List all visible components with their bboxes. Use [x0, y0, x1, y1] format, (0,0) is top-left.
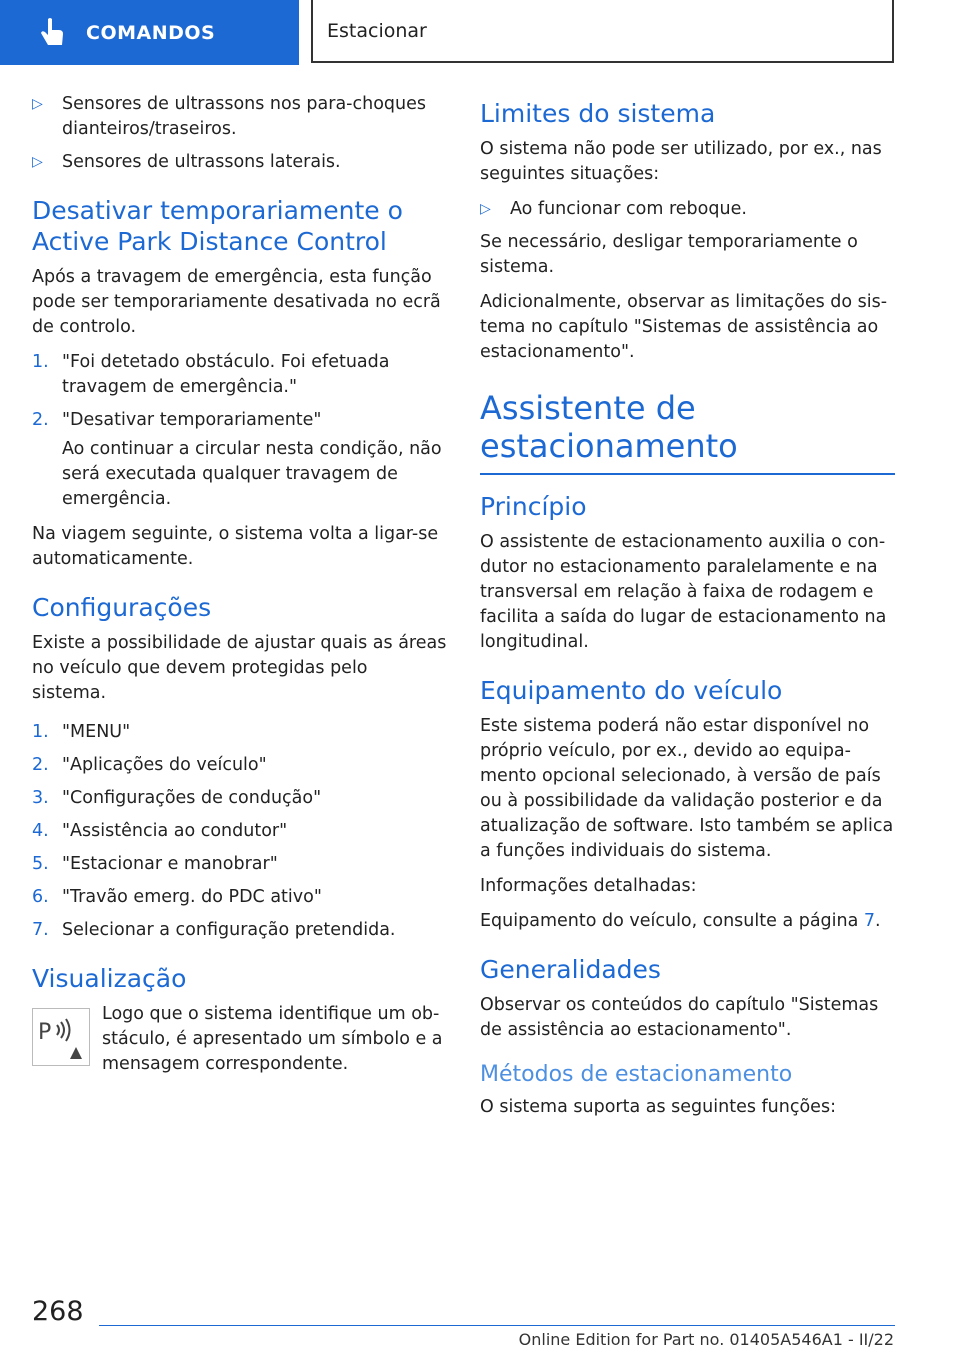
paragraph: Na viagem seguinte, o sistema volta a ligar-se automaticamente.: [32, 524, 439, 569]
left-column: [32, 92, 447, 1077]
heading-rule: [480, 473, 895, 475]
list-item: ▷ Ao funcionar com reboque.: [480, 197, 895, 222]
chapter-header: [311, 0, 894, 63]
paragraph: Se necessário, desligar temporariamente o sistema.: [480, 232, 858, 277]
heading-display: Visualização: [32, 964, 187, 993]
step-item: 6. "Travão emerg. do PDC ativo": [32, 887, 322, 907]
triangle-bullet-icon: ▷: [32, 96, 43, 112]
step-item: 4. "Assistência ao condutor": [32, 821, 288, 841]
page-link[interactable]: 7: [863, 911, 876, 931]
heading-equipment: Equipamento do veículo: [480, 676, 783, 705]
paragraph: Observar os conteúdos do capítulo "Sistemas de assistência ao estacionamento".: [480, 995, 879, 1040]
triangle-bullet-icon: ▷: [32, 154, 43, 170]
footer-rule: [99, 1325, 895, 1326]
heading-deactivate: Desativar temporariamente o Active Park Distance Control: [32, 196, 403, 256]
heading-limits: Limites do sistema: [480, 99, 716, 128]
section-label: COMANDOS: [86, 21, 216, 44]
display-block: [32, 1002, 447, 1077]
chapter-title: Estacionar: [327, 19, 427, 42]
paragraph: Existe a possibilidade de ajustar quais as áreas no veículo que devem protegidas pelo sistema.: [32, 633, 447, 703]
step-note: Ao continuar a circular nesta condição, não será executada qualquer travagem de emergência.: [62, 439, 442, 509]
svg-text:P: P: [38, 1020, 52, 1045]
paragraph: Equipamento do veículo, consulte a página 7.: [480, 911, 881, 931]
step-item: 7. Selecionar a configuração pretendida.: [32, 920, 396, 940]
heading-principle: Princípio: [480, 492, 587, 521]
paragraph: Após a travagem de emergência, esta função pode ser temporariamente desativada no ecrã de controlo.: [32, 267, 441, 337]
step-item: 1. "MENU": [32, 722, 131, 742]
paragraph: O sistema suporta as seguintes funções:: [480, 1097, 836, 1117]
step-item: 3. "Configurações de condução": [32, 788, 322, 808]
park-distance-warning-icon: [32, 1008, 90, 1066]
step-item: 2. "Desativar temporariamente": [32, 410, 322, 430]
footer-edition: Online Edition for Part no. 01405A546A1 - II/22: [518, 1330, 894, 1349]
heading-parking-assistant: Assistente de estacionamento: [480, 389, 738, 465]
paragraph: Adicionalmente, observar as limitações do sistema no capítulo "Sistemas de assistência ao estacionamento".: [480, 292, 888, 362]
step-item: 2. "Aplicações do veículo": [32, 755, 267, 775]
section-tab[interactable]: [0, 0, 299, 65]
paragraph: O assistente de estacionamento auxilia o condutor no estacionamento paralelamente e na transversal em relação à faixa de rodagem e facilita a saída do lugar de estacionamento na longitudinal.: [480, 532, 887, 652]
display-text: Logo que o sistema identifique um obstáculo, é apresentado um símbolo e a mensagem correspondente.: [102, 1004, 443, 1074]
hand-pointer-icon: [34, 15, 70, 51]
heading-config: Configurações: [32, 593, 212, 622]
paragraph: O sistema não pode ser utilizado, por ex., nas seguintes situações:: [480, 139, 882, 184]
list-item: ▷ Sensores de ultrassons laterais.: [32, 150, 447, 175]
right-column: [480, 92, 895, 1130]
step-item: 5. "Estacionar e manobrar": [32, 854, 278, 874]
step-item: 1. "Foi detetado obstáculo. Foi efetuada travagem de emergência.": [32, 352, 390, 397]
paragraph: Informações detalhadas:: [480, 876, 697, 896]
paragraph: Este sistema poderá não estar disponível no próprio veículo, por ex., devido ao equipamento opcional selecionado, à versão de país ou à possibilidade da validação posterior e da atualização de software. Isto também se aplica a funções individuais do sistema.: [480, 716, 894, 861]
heading-general: Generalidades: [480, 955, 661, 984]
list-item: ▷ Sensores de ultrassons nos para-choques dianteiros/traseiros.: [32, 92, 447, 142]
triangle-bullet-icon: ▷: [480, 201, 491, 217]
page-number: 268: [32, 1296, 84, 1327]
heading-methods: Métodos de estacionamento: [480, 1062, 793, 1087]
